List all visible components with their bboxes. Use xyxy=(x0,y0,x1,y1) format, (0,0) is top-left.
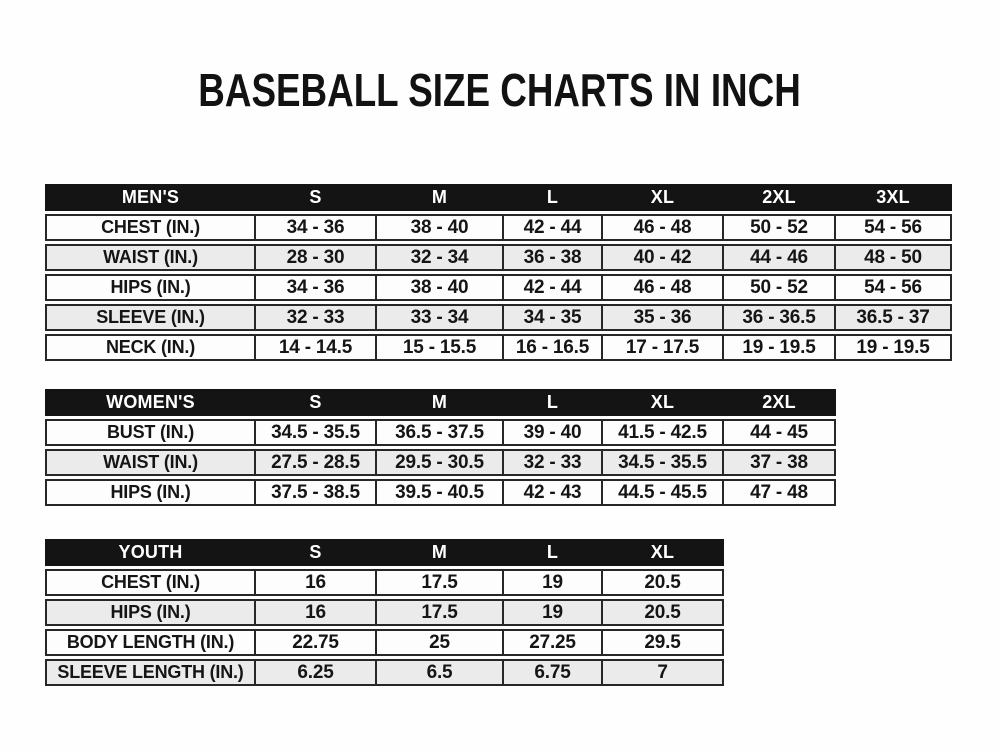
size-value-cell: 16 xyxy=(256,569,377,596)
size-value-cell: 44.5 - 45.5 xyxy=(603,479,724,506)
size-column-header: 3XL xyxy=(836,184,952,211)
size-value-cell: 6.25 xyxy=(256,659,377,686)
size-value-cell: 47 - 48 xyxy=(724,479,836,506)
size-value-cell: 16 xyxy=(256,599,377,626)
size-column-header: L xyxy=(504,184,603,211)
measurement-row-label: CHEST (IN.) xyxy=(45,569,256,596)
page-title xyxy=(0,66,1000,114)
size-column-header: S xyxy=(256,184,377,211)
table-header-row xyxy=(45,184,952,211)
measurement-row-label: HIPS (IN.) xyxy=(45,274,256,301)
measurement-row-label: SLEEVE LENGTH (IN.) xyxy=(45,659,256,686)
size-value-cell: 27.5 - 28.5 xyxy=(256,449,377,476)
table-row xyxy=(45,479,836,506)
measurement-row-label: SLEEVE (IN.) xyxy=(45,304,256,331)
size-value-cell: 28 - 30 xyxy=(256,244,377,271)
measurement-row-label: WAIST (IN.) xyxy=(45,449,256,476)
size-value-cell: 15 - 15.5 xyxy=(377,334,504,361)
size-value-cell: 19 xyxy=(504,569,603,596)
table-title-cell: WOMEN'S xyxy=(45,389,256,416)
size-column-header: M xyxy=(377,184,504,211)
table-row xyxy=(45,659,724,686)
table-row xyxy=(45,334,952,361)
measurement-row-label: BUST (IN.) xyxy=(45,419,256,446)
size-value-cell: 34 - 36 xyxy=(256,214,377,241)
size-value-cell: 40 - 42 xyxy=(603,244,724,271)
size-value-cell: 6.75 xyxy=(504,659,603,686)
size-value-cell: 50 - 52 xyxy=(724,214,836,241)
size-value-cell: 17.5 xyxy=(377,599,504,626)
size-value-cell: 42 - 44 xyxy=(504,214,603,241)
size-column-header: 2XL xyxy=(724,184,836,211)
size-value-cell: 19 - 19.5 xyxy=(724,334,836,361)
table-row xyxy=(45,599,724,626)
size-value-cell: 41.5 - 42.5 xyxy=(603,419,724,446)
size-column-header: XL xyxy=(603,539,724,566)
size-column-header: L xyxy=(504,539,603,566)
size-column-header: 2XL xyxy=(724,389,836,416)
table-title-cell: MEN'S xyxy=(45,184,256,211)
size-value-cell: 22.75 xyxy=(256,629,377,656)
measurement-row-label: NECK (IN.) xyxy=(45,334,256,361)
page-title-text: BASEBALL SIZE CHARTS IN INCH xyxy=(198,64,802,116)
size-value-cell: 34.5 - 35.5 xyxy=(256,419,377,446)
table-header-row xyxy=(45,539,724,566)
table-title-cell: YOUTH xyxy=(45,539,256,566)
size-value-cell: 48 - 50 xyxy=(836,244,952,271)
size-value-cell: 46 - 48 xyxy=(603,214,724,241)
measurement-row-label: CHEST (IN.) xyxy=(45,214,256,241)
table-row xyxy=(45,274,952,301)
table-row xyxy=(45,449,836,476)
measurement-row-label: BODY LENGTH (IN.) xyxy=(45,629,256,656)
size-value-cell: 14 - 14.5 xyxy=(256,334,377,361)
table-row xyxy=(45,419,836,446)
size-value-cell: 19 - 19.5 xyxy=(836,334,952,361)
mens-size-table xyxy=(45,181,952,364)
size-value-cell: 7 xyxy=(603,659,724,686)
size-value-cell: 36.5 - 37 xyxy=(836,304,952,331)
size-value-cell: 54 - 56 xyxy=(836,274,952,301)
size-value-cell: 42 - 43 xyxy=(504,479,603,506)
size-value-cell: 38 - 40 xyxy=(377,274,504,301)
size-value-cell: 20.5 xyxy=(603,569,724,596)
size-column-header: M xyxy=(377,389,504,416)
size-value-cell: 16 - 16.5 xyxy=(504,334,603,361)
size-value-cell: 32 - 33 xyxy=(504,449,603,476)
size-value-cell: 50 - 52 xyxy=(724,274,836,301)
size-column-header: XL xyxy=(603,184,724,211)
table-row xyxy=(45,569,724,596)
size-value-cell: 39 - 40 xyxy=(504,419,603,446)
table-row xyxy=(45,304,952,331)
size-value-cell: 36.5 - 37.5 xyxy=(377,419,504,446)
size-value-cell: 32 - 33 xyxy=(256,304,377,331)
size-value-cell: 20.5 xyxy=(603,599,724,626)
size-value-cell: 38 - 40 xyxy=(377,214,504,241)
size-value-cell: 33 - 34 xyxy=(377,304,504,331)
size-column-header: XL xyxy=(603,389,724,416)
size-column-header: S xyxy=(256,539,377,566)
size-value-cell: 6.5 xyxy=(377,659,504,686)
size-value-cell: 36 - 36.5 xyxy=(724,304,836,331)
size-value-cell: 19 xyxy=(504,599,603,626)
size-value-cell: 25 xyxy=(377,629,504,656)
table-header-row xyxy=(45,389,836,416)
size-value-cell: 29.5 - 30.5 xyxy=(377,449,504,476)
size-value-cell: 32 - 34 xyxy=(377,244,504,271)
size-value-cell: 35 - 36 xyxy=(603,304,724,331)
size-value-cell: 44 - 46 xyxy=(724,244,836,271)
size-value-cell: 17.5 xyxy=(377,569,504,596)
size-value-cell: 37.5 - 38.5 xyxy=(256,479,377,506)
size-chart-page xyxy=(0,66,1000,752)
table-row xyxy=(45,629,724,656)
size-column-header: S xyxy=(256,389,377,416)
size-value-cell: 46 - 48 xyxy=(603,274,724,301)
size-value-cell: 36 - 38 xyxy=(504,244,603,271)
womens-size-table xyxy=(45,386,836,509)
measurement-row-label: HIPS (IN.) xyxy=(45,479,256,506)
size-value-cell: 29.5 xyxy=(603,629,724,656)
measurement-row-label: HIPS (IN.) xyxy=(45,599,256,626)
size-value-cell: 42 - 44 xyxy=(504,274,603,301)
size-value-cell: 17 - 17.5 xyxy=(603,334,724,361)
size-column-header: M xyxy=(377,539,504,566)
size-value-cell: 34.5 - 35.5 xyxy=(603,449,724,476)
measurement-row-label: WAIST (IN.) xyxy=(45,244,256,271)
size-column-header: L xyxy=(504,389,603,416)
table-row xyxy=(45,244,952,271)
size-value-cell: 54 - 56 xyxy=(836,214,952,241)
size-value-cell: 39.5 - 40.5 xyxy=(377,479,504,506)
size-value-cell: 34 - 36 xyxy=(256,274,377,301)
size-value-cell: 34 - 35 xyxy=(504,304,603,331)
size-value-cell: 37 - 38 xyxy=(724,449,836,476)
size-value-cell: 44 - 45 xyxy=(724,419,836,446)
size-value-cell: 27.25 xyxy=(504,629,603,656)
table-row xyxy=(45,214,952,241)
youth-size-table xyxy=(45,536,724,689)
